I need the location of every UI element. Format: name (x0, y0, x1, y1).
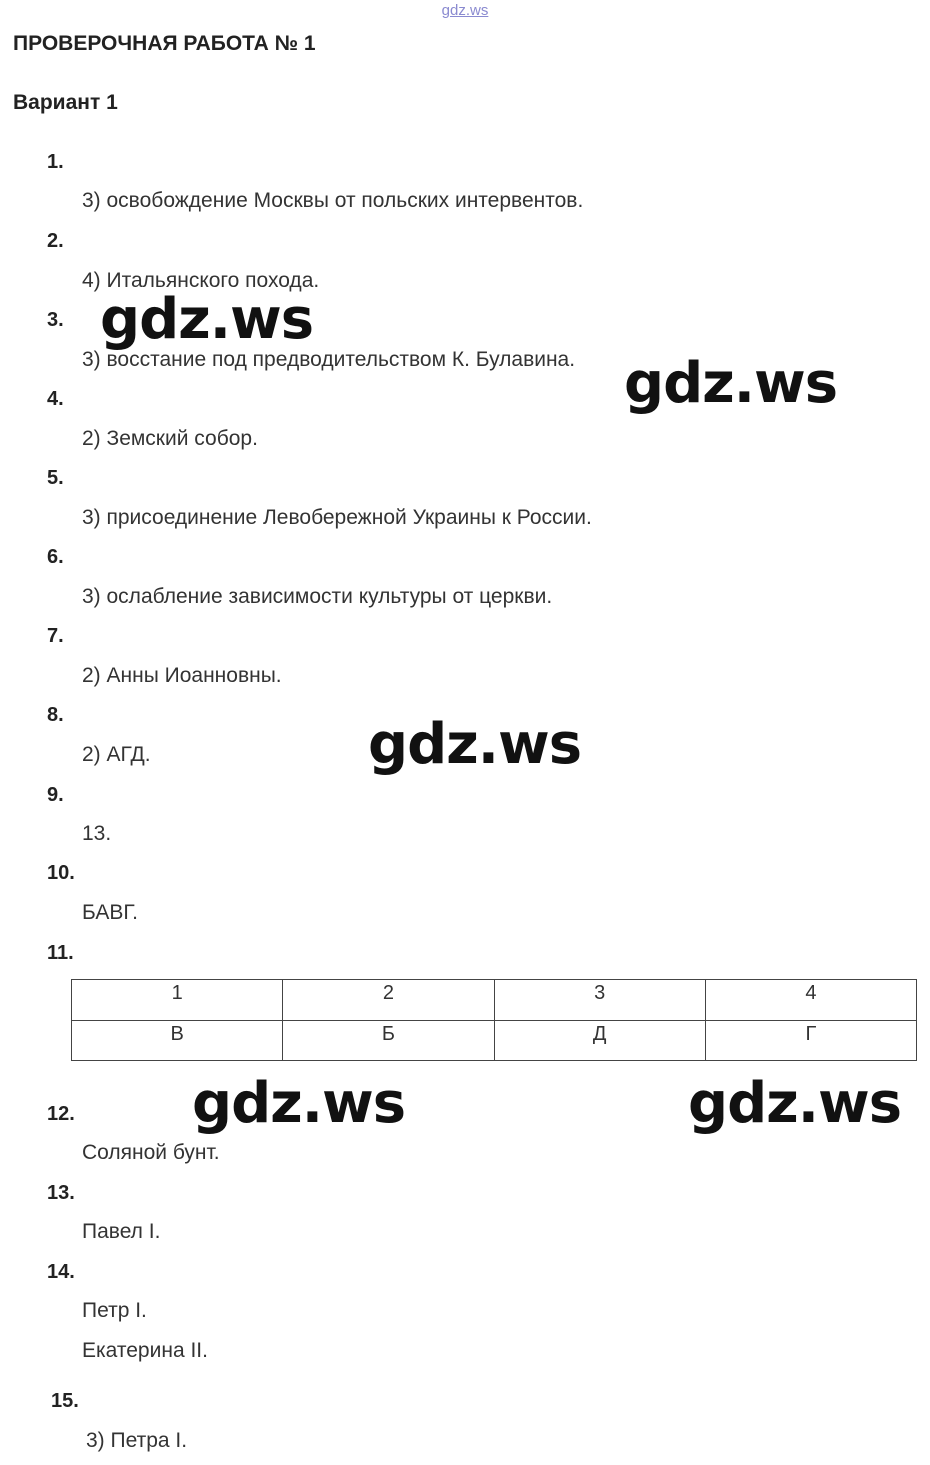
top-watermark-link[interactable]: gdz.ws (441, 2, 489, 19)
question-number: 13. (47, 1182, 75, 1204)
table-header-row (72, 980, 917, 1021)
table-header-cell: 4 (705, 980, 916, 1021)
watermark-text: gdz.ws (688, 1071, 902, 1136)
variant-heading: Вариант 1 (13, 91, 118, 114)
question-answer: 13. (82, 822, 112, 845)
table-cell: Г (705, 1020, 916, 1061)
question-number: 14. (47, 1261, 75, 1283)
question-number: 9. (47, 784, 64, 806)
watermark-text: gdz.ws (100, 287, 314, 352)
question-answer: 2) Анны Иоанновны. (82, 664, 282, 687)
question-number: 7. (47, 625, 64, 647)
watermark-text: gdz.ws (624, 351, 838, 416)
watermark-text: gdz.ws (192, 1071, 406, 1136)
table-cell: Б (283, 1020, 494, 1061)
question-answer: 3) восстание под предводительством К. Булавина. (82, 348, 576, 371)
question-number: 12. (47, 1103, 75, 1125)
question-answer: 3) присоединение Левобережной Украины к России. (82, 506, 592, 529)
table-cell: Д (494, 1020, 705, 1061)
question-answer: 2) Земский собор. (82, 427, 258, 450)
question-number: 3. (47, 309, 64, 331)
matching-table (71, 979, 917, 1061)
question-number: 8. (47, 704, 64, 726)
question-number: 15. (51, 1390, 79, 1412)
table-header-cell: 3 (494, 980, 705, 1021)
question-answer: Петр I. (82, 1299, 147, 1322)
question-number: 1. (47, 151, 64, 173)
table-header-cell: 2 (283, 980, 494, 1021)
question-answer: Павел I. (82, 1220, 161, 1243)
question-number: 11. (47, 942, 74, 964)
table-header-cell: 1 (72, 980, 283, 1021)
question-answer: БАВГ. (82, 901, 138, 924)
table-cell: В (72, 1020, 283, 1061)
table-row (72, 1020, 917, 1061)
question-answer: 3) ослабление зависимости культуры от церкви. (82, 585, 553, 608)
question-answer: 4) Итальянского похода. (82, 269, 320, 292)
question-number: 2. (47, 230, 64, 252)
question-answer: 3) Петра I. (86, 1429, 188, 1452)
question-number: 5. (47, 467, 64, 489)
question-answer: 3) освобождение Москвы от польских интервентов. (82, 189, 584, 212)
question-number: 6. (47, 546, 64, 568)
question-answer: 2) АГД. (82, 743, 151, 766)
question-number: 4. (47, 388, 64, 410)
question-answer-second: Екатерина II. (82, 1339, 208, 1362)
question-number: 10. (47, 862, 75, 884)
page-title: ПРОВЕРОЧНАЯ РАБОТА № 1 (13, 32, 316, 55)
question-answer: Соляной бунт. (82, 1141, 220, 1164)
watermark-text: gdz.ws (368, 712, 582, 777)
